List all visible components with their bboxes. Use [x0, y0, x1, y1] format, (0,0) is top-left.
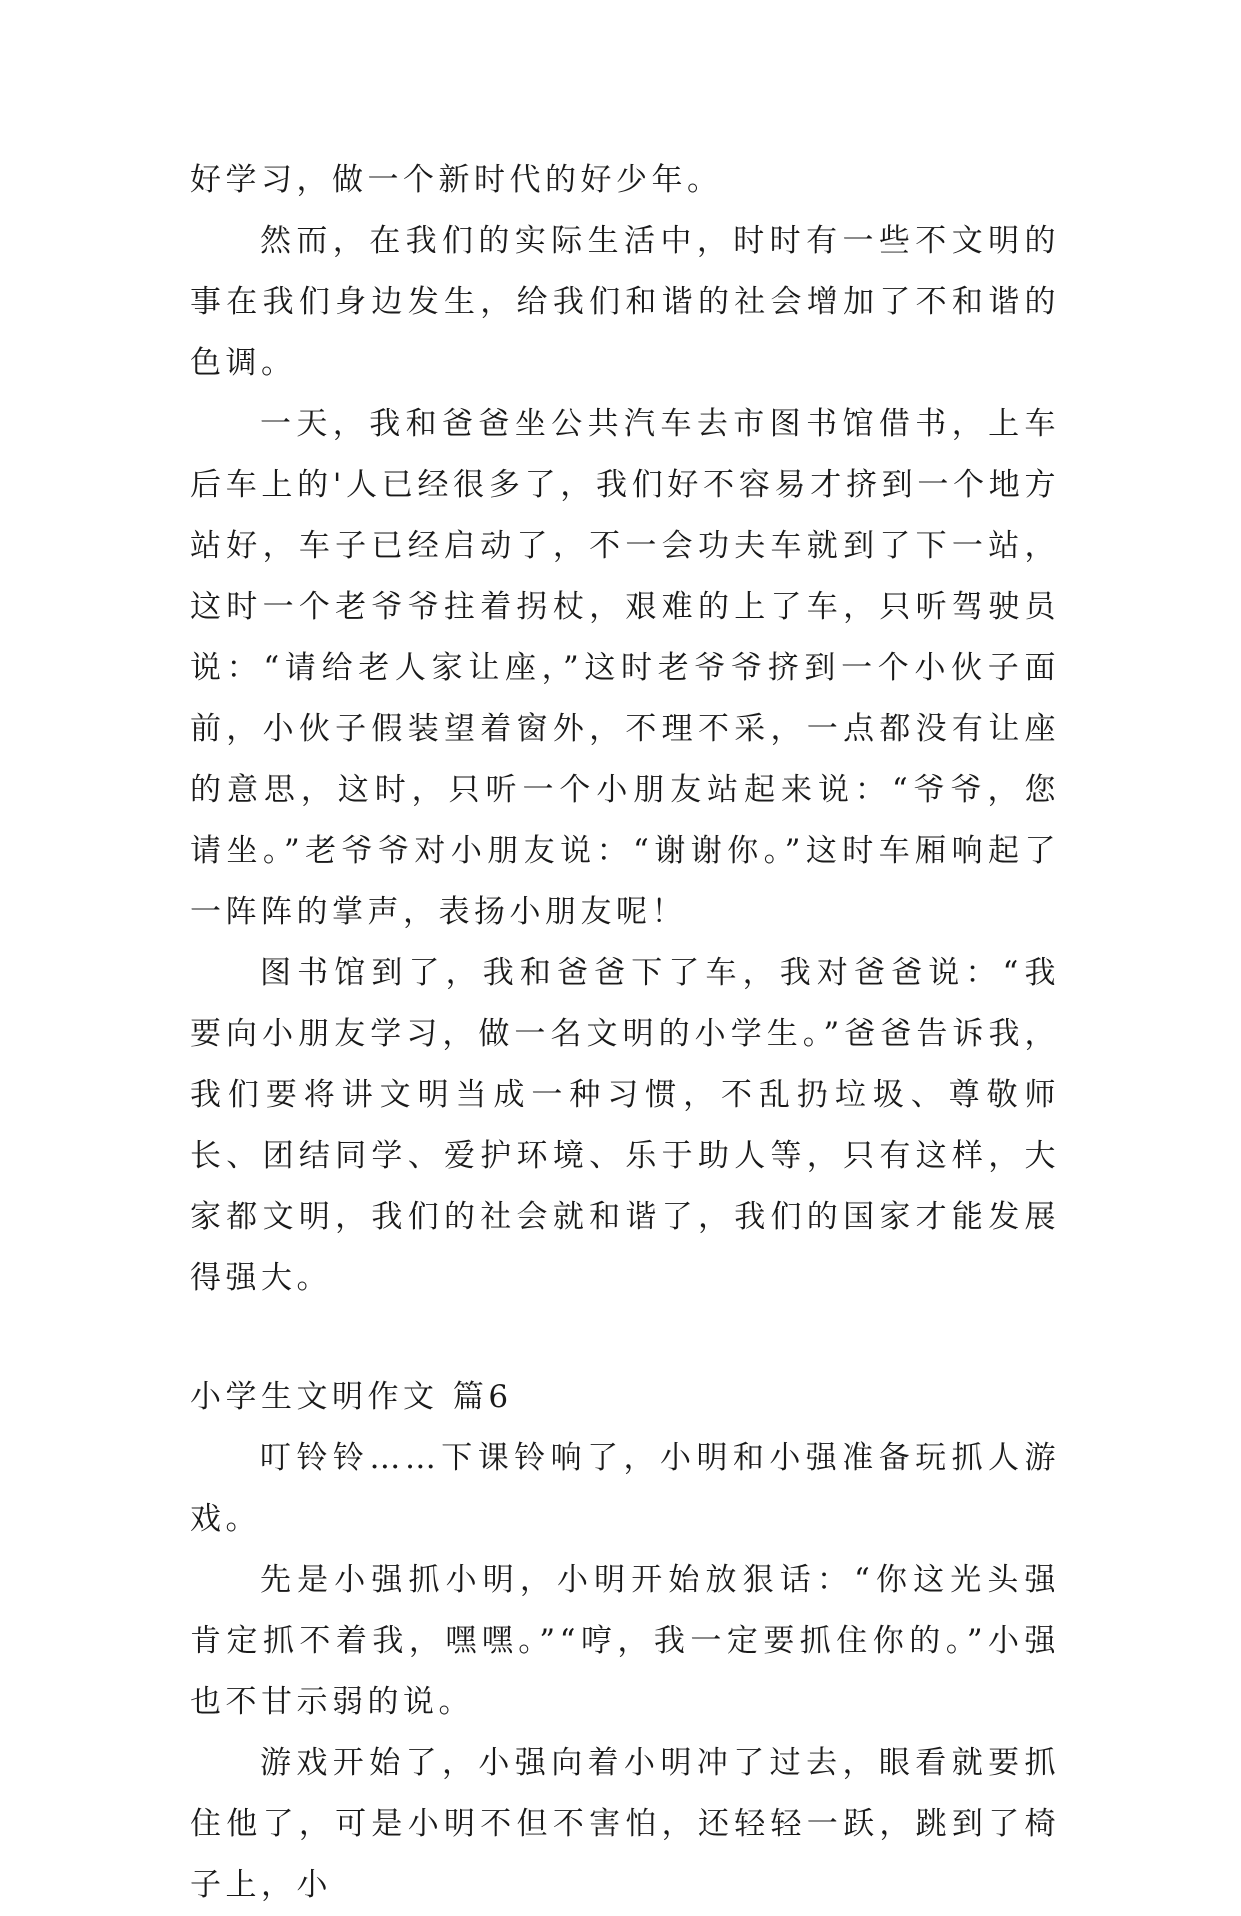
paragraph: 然而，在我们的实际生活中，时时有一些不文明的事在我们身边发生，给我们和谐的社会增加了不和谐的色调。: [190, 223, 1060, 381]
paragraph: 一天，我和爸爸坐公共汽车去市图书馆借书，上车后车上的'人已经很多了，我们好不容易才挤到一个地方站好，车子已经启动了，不一会功夫车就到了下一站，这时一个老爷爷拄着拐杖，艰难的上了车，只听驾驶员说：“请给老人家让座，”这时老爷爷挤到一个小伙子面前，小伙子假装望着窗外，不理不采，一点都没有让座的意思，这时，只听一个小朋友站起来说：“爷爷，您请坐。”老爷爷对小朋友说：“谢谢你。”这时车厢响起了一阵阵的掌声，表扬小朋友呢！: [190, 406, 1060, 930]
paragraph: 叮铃铃……下课铃响了，小明和小强准备玩抓人游戏。: [190, 1440, 1060, 1537]
document-body: [190, 150, 1060, 1916]
paragraph: 先是小强抓小明，小明开始放狠话：“你这光头强肯定抓不着我，嘿嘿。”“哼，我一定要抓住你的。”小强也不甘示弱的说。: [190, 1562, 1060, 1720]
section-title: 小学生文明作文 篇6: [190, 1379, 513, 1415]
paragraph: 好学习，做一个新时代的好少年。: [190, 162, 723, 198]
paragraph: 图书馆到了，我和爸爸下了车，我对爸爸说：“我要向小朋友学习，做一名文明的小学生。”爸爸告诉我，我们要将讲文明当成一种习惯，不乱扔垃圾、尊敬师长、团结同学、爱护环境、乐于助人等，只有这样，大家都文明，我们的社会就和谐了，我们的国家才能发展得强大。: [190, 955, 1060, 1296]
paragraph: 游戏开始了，小强向着小明冲了过去，眼看就要抓住他了，可是小明不但不害怕，还轻轻一跃，跳到了椅子上，小: [190, 1745, 1060, 1903]
